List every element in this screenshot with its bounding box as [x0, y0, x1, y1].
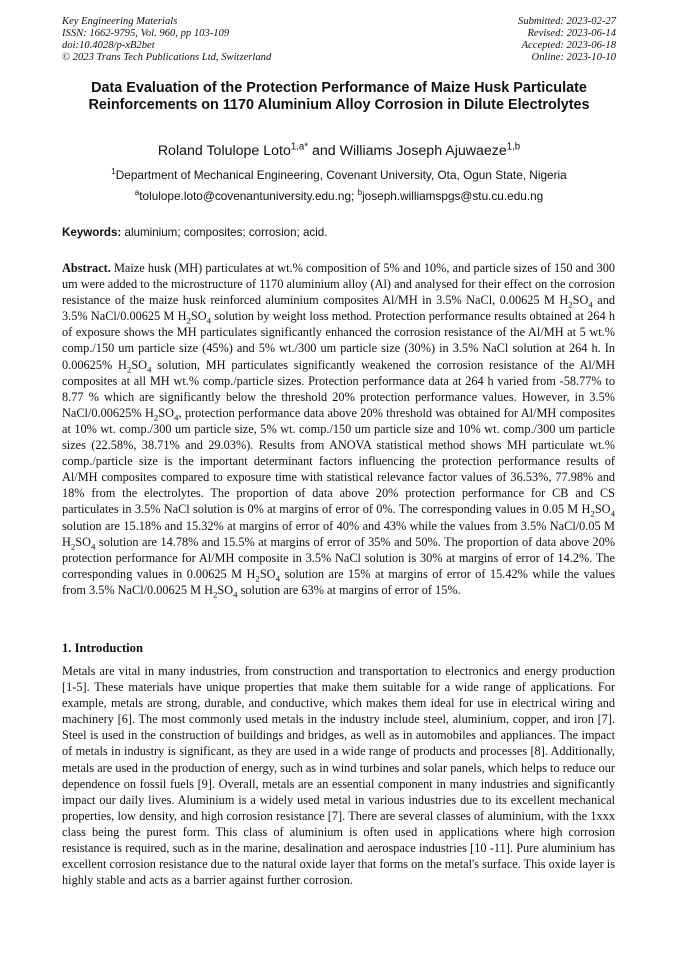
keywords-label: Keywords: [62, 226, 122, 239]
abstract-text: SO [259, 566, 276, 581]
author-connector: and [308, 143, 340, 159]
abstract-text: SO [190, 309, 207, 324]
author-2-marker: 1,b [506, 141, 521, 153]
subscript: 4 [233, 589, 238, 600]
affiliation-marker: 1 [111, 167, 116, 177]
author-list [40, 142, 638, 160]
abstract-text: solution by weight loss method. Protection performance results obtained at 264 h of exposure shows the MH particulates significantly enhanced the corrosion resistance of the Al/MH at 5 wt.% comp./150 um particle size (45%) and 5% wt./300 um particle size (30%) in 3.5% NaCl solution at 264 h. In 0.00625% H [62, 309, 615, 372]
abstract-text: solution are 14.78% and 15.5% at margins of error of 35% and 50%. The proportion of data above 20% protection performance for Al/MH composite in 3.5% NaCl solution is 30% at margins of error of 14.2%. The corresponding values in 0.00625 M H [62, 534, 615, 581]
section-heading-introduction: 1. Introduction [62, 641, 143, 655]
email-b-marker: b [357, 188, 363, 198]
abstract-text: , protection performance data above 20% threshold was obtained for Al/MH composites at 10% wt. comp./300 um particle size, 5% wt. comp./150 um particle size and 10% wt. comp./300 um particle sizes (22.58%, 38.71% and 29.03%). Results from ANOVA statistical method shows MH particulate wt.% comp./particle size is the important determinant factors influencing the protection performance results of Al/MH composites compared to exposure time with statistical relevance factor values of 36.53%, 77.98% and 18% from the electrolytes. The proportion of data above 20% protection performance for CB and CS particulates in 3.5% NaCl solution is 0% at margins of error of 0%. The corresponding values in 0.05 M H [62, 405, 615, 517]
subscript: 4 [174, 412, 179, 423]
subscript: 2 [186, 315, 191, 326]
doi-line: doi:10.4028/p-xB2bet [62, 40, 155, 51]
abstract-text: SO [158, 405, 175, 420]
keywords [62, 225, 616, 240]
author-1-marker: 1,a* [290, 141, 309, 153]
introduction-text: Metals are vital in many industries, from construction and transportation to electronics and energy production [1-5]. These materials have unique properties that make them suitable for a wide range of applications. For example, metals are strong, durable, and conductive, which makes them ideal for use in electrical wiring and machinery [6]. The most commonly used metals in the industry include steel, aluminium, copper, and iron [7]. Steel is used in the construction of buildings and bridges, as well as in automobiles and appliances. The impact of metals in industry is significant, as they are used in a wide range of products and processes [8]. Additionally, metals are used in the production of energy, such as in wind turbines and solar panels, which helps to reduce our dependence on fossil fuels [9]. Overall, metals are an essential component in many industries and significantly impact our daily lives. Aluminium is a widely used metal in various industries due to its excellent mechanical properties, low density, and high corrosion resistance [7]. There are several classes of aluminium, with the 1xxx class being the purest form. This class of aluminium is often used in applications where high corrosion resistance is required, such as in the marine, desalination and aerospace industries [10 -11]. Pure aluminium has excellent corrosion resistance due to the natural oxide layer that forms on the metal's surface. This oxide layer is highly stable and acts as a barrier against further corrosion. [62, 664, 615, 888]
abstract-text: SO [572, 293, 589, 308]
affiliation [40, 167, 638, 183]
affiliation-text: Department of Mechanical Engineering, Covenant University, Ota, Ogun State, Nigeria [115, 168, 567, 182]
subscript: 4 [275, 573, 280, 584]
abstract-text: solution, MH particulates significantly weakened the corrosion resistance of the Al/MH composites at all MH wt.% comp./particle sizes. Protection performance data at 264 h varied from -58.77% to 8.77 % which are significantly below the threshold 20% protection performance values. However, in 3.5% NaCl/0.00625% H [62, 357, 616, 420]
subscript: 4 [588, 299, 593, 310]
copyright-line: © 2023 Trans Tech Publications Ltd, Switzerland [62, 52, 272, 63]
email-b[interactable]: joseph.williamspgs@stu.cu.edu.ng [362, 189, 544, 203]
subscript: 4 [206, 315, 212, 326]
email-a-marker: a [134, 188, 140, 198]
subscript: 4 [147, 364, 152, 375]
journal-info [62, 16, 271, 64]
keywords-text: aluminium; composites; corrosion; acid. [121, 226, 328, 239]
accepted-date: Accepted: 2023-06-18 [521, 40, 616, 51]
abstract-text: Maize husk (MH) particulates at wt.% composition of 5% and 10%, and particle sizes of 150 and 300 um were added to the microstructure of 1170 aluminium alloy (Al) and analysed for their effect on the corrosion resistance of the maize husk reinforced aluminium composites Al/MH in 3.5% NaCl, 0.00625 M H [62, 261, 615, 308]
subscript: 4 [610, 508, 615, 519]
revised-date: Revised: 2023-06-14 [527, 28, 616, 39]
author-1: Roland Tolulope Loto [157, 143, 291, 159]
abstract-text: solution are 63% at margins of error of 15%. [237, 582, 461, 597]
subscript: 2 [568, 299, 573, 310]
abstract-text: and 3.5% NaCl/0.00625 M H [62, 293, 615, 324]
subscript: 2 [212, 589, 218, 600]
date-info [518, 16, 616, 64]
abstract-text: SO [217, 582, 234, 597]
subscript: 2 [153, 412, 159, 423]
abstract-text: SO [594, 502, 611, 517]
subscript: 2 [70, 541, 76, 552]
author-emails [40, 188, 638, 204]
subscript: 4 [91, 541, 96, 552]
abstract-label: Abstract. [62, 261, 111, 275]
subscript: 2 [126, 364, 132, 375]
abstract-text: SO [131, 357, 148, 372]
abstract-text: SO [75, 534, 92, 549]
email-a[interactable]: tolulope.loto@covenantuniversity.edu.ng [139, 189, 352, 203]
subscript: 2 [255, 573, 260, 584]
abstract-text: solution are 15% at margins of error of 15.42% while the values from 3.5% NaCl/0.00625 M H [62, 566, 615, 597]
subscript: 2 [590, 508, 595, 519]
submitted-date: Submitted: 2023-02-27 [518, 16, 616, 27]
abstract-text: solution are 15.18% and 15.32% at margins of error of 40% and 43% while the values from 3.5% NaCl/0.05 M H [62, 518, 615, 549]
paper-title: Data Evaluation of the Protection Performance of Maize Husk Particulate Reinforcements on 1170 Aluminium Alloy Corrosion in Dilute Electrolytes [88, 80, 590, 113]
issn-line: ISSN: 1662-9795, Vol. 960, pp 103-109 [62, 28, 230, 39]
journal-name: Key Engineering Materials [62, 16, 178, 27]
abstract [62, 260, 615, 598]
author-2: Williams Joseph Ajuwaeze [339, 143, 507, 159]
email-separator: ; [351, 189, 358, 203]
online-date: Online: 2023-10-10 [531, 52, 616, 63]
